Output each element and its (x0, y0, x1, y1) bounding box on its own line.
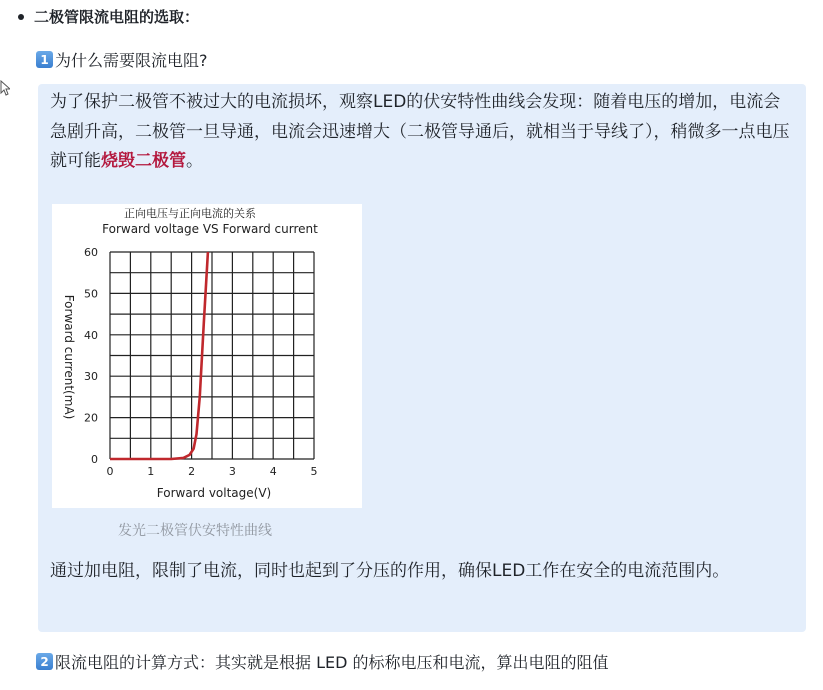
x-tick-label: 1 (147, 465, 155, 478)
chart-title: 正向电压与正向电流的关系 (124, 207, 256, 220)
mouse-pointer-icon (0, 80, 10, 96)
number-1-icon: 1 (36, 51, 53, 68)
y-tick-label: 0 (91, 453, 98, 466)
chart-caption: 发光二极管伏安特性曲线 (118, 523, 272, 539)
paragraph-1-end: 。 (186, 151, 203, 171)
callout-block (38, 84, 806, 632)
section-heading: 二极管限流电阻的选取： (34, 8, 200, 26)
iv-curve-chart (52, 204, 362, 508)
question-2-text: 限流电阻的计算方式：其实就是根据 LED 的标称电压和电流，算出电阻的阻值 (55, 653, 609, 672)
y-tick-label: 50 (84, 287, 98, 301)
x-tick-label: 3 (228, 465, 236, 478)
bullet-dot (18, 14, 24, 20)
emphasis-text: 烧毁二极管 (101, 151, 186, 171)
question-1 (36, 48, 208, 71)
x-tick-label: 5 (310, 465, 318, 478)
y-tick-label: 20 (84, 411, 98, 425)
callout-paragraph-1 (50, 88, 790, 177)
x-tick-label: 4 (269, 465, 277, 478)
x-tick-label: 0 (106, 465, 114, 478)
chart-x-label: Forward voltage(V) (156, 486, 272, 500)
chart-grid (110, 252, 314, 459)
y-tick-label: 30 (84, 370, 98, 384)
y-tick-label: 60 (84, 246, 98, 259)
chart-svg (52, 204, 362, 508)
question-2 (36, 650, 609, 673)
chart-subtitle: Forward voltage VS Forward current (102, 222, 318, 236)
number-2-icon: 2 (36, 653, 53, 670)
y-tick-label: 40 (84, 328, 98, 342)
question-1-text: 为什么需要限流电阻? (55, 51, 208, 70)
paragraph-1-text: 为了保护二极管不被过大的电流损坏，观察LED的伏安特性曲线会发现：随着电压的增加，电流会急剧升高，二极管一旦导通，电流会迅速增大（二极管导通后，就相当于导线了），稍微多一点电压就可能 (50, 92, 790, 171)
x-tick-label: 2 (188, 465, 196, 478)
heading-bullet (14, 6, 199, 27)
chart-y-label: Forward current(mA) (62, 294, 76, 420)
callout-paragraph-2: 通过加电阻，限制了电流，同时也起到了分压的作用，确保LED工作在安全的电流范围内。 (50, 561, 730, 581)
